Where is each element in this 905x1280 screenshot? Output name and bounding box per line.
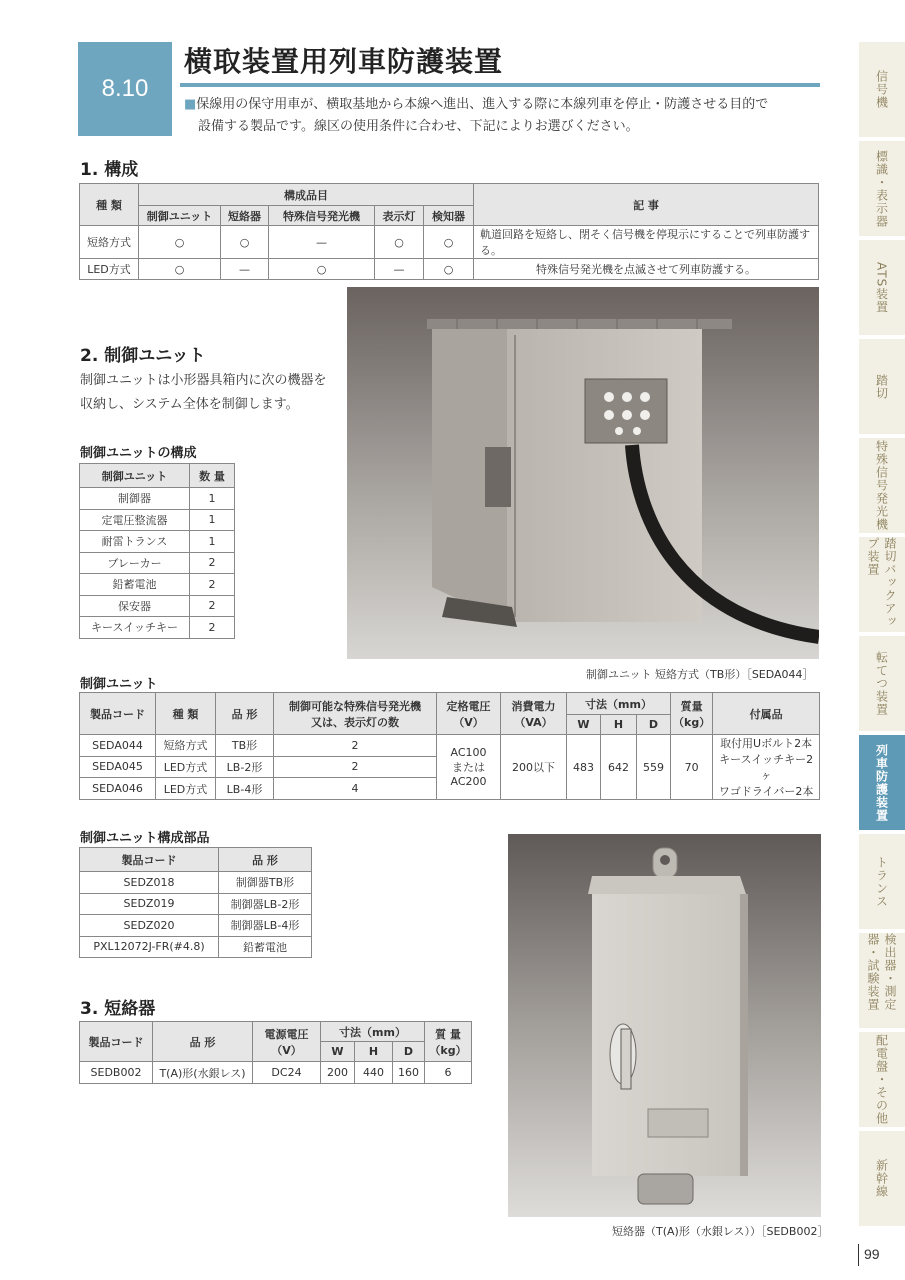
header-line: 定格電圧 (446, 699, 491, 713)
header-code: 製品コード (80, 693, 156, 735)
section-3-heading: 3. 短絡器 (80, 999, 156, 1019)
cell: SEDA044 (80, 735, 156, 757)
header-code: 製品コード (80, 1022, 153, 1062)
header-voltage (437, 693, 501, 735)
bullet-square: ■ (184, 97, 197, 112)
cell: ブレーカー (80, 552, 190, 574)
cell-power: 200以下 (501, 735, 567, 800)
cell: LB-2形 (216, 756, 274, 778)
cell: 定電圧整流器 (80, 509, 190, 531)
header-qty: 数 量 (190, 464, 235, 488)
header-line: 電源電圧 (264, 1027, 309, 1041)
cell-w: 483 (567, 735, 601, 800)
cell: 2 (274, 756, 437, 778)
cell: SEDZ020 (80, 915, 219, 937)
cell: SEDZ019 (80, 893, 219, 915)
cell: 保安器 (80, 595, 190, 617)
cell: ○ (424, 226, 474, 259)
header-line: （VA） (514, 715, 553, 729)
sidebar-item-special-signal[interactable]: 特殊信号発光機 (859, 438, 905, 533)
cell-line: AC200 (450, 775, 487, 788)
cell: 耐雷トランス (80, 531, 190, 553)
cell: TB形 (216, 735, 274, 757)
header-w: W (567, 715, 601, 735)
page-title: 横取装置用列車防護装置 (184, 45, 504, 78)
table-row (80, 915, 312, 937)
parts-table (79, 847, 312, 958)
cell: PXL12072J-FR(#4.8) (80, 936, 219, 958)
cell: 440 (355, 1062, 393, 1084)
cell: 制御器LB-2形 (219, 893, 312, 915)
header-note: 記 事 (474, 184, 819, 226)
sidebar-item-switch[interactable]: 転てつ装置 (859, 636, 905, 731)
cell-voltage (437, 735, 501, 800)
config-title: 制御ユニットの構成 (80, 446, 197, 461)
header-form: 品 形 (219, 848, 312, 872)
control-unit-photo (347, 287, 819, 659)
cell: 特殊信号発光機を点滅させて列車防護する。 (474, 259, 819, 280)
header-w: W (321, 1042, 355, 1062)
header-h: H (601, 715, 637, 735)
header-line: 質 量 (435, 1027, 461, 1041)
table-row (80, 936, 312, 958)
header-code: 製品コード (80, 848, 219, 872)
header-line: 又は、表示灯の数 (311, 715, 399, 729)
sidebar-item-crossing-backup[interactable]: 踏切バックアップ装置 (859, 537, 905, 632)
title-rule (180, 83, 820, 87)
sidebar-item-train-protection[interactable]: 列車防護装置 (859, 735, 905, 830)
table-row (80, 893, 312, 915)
sidebar-item-shinkansen[interactable]: 新幹線 (859, 1131, 905, 1226)
header-col: 表示灯 (375, 206, 424, 226)
para-line: 制御ユニットは小形器具箱内に次の機器を (80, 373, 327, 388)
header-lamps (274, 693, 437, 735)
cell: 軌道回路を短絡し、閉そく信号機を停現示にすることで列車防護する。 (474, 226, 819, 259)
cell: 200 (321, 1062, 355, 1084)
cell-line: または (452, 761, 485, 774)
cell: 短絡方式 (80, 226, 139, 259)
section-2-heading: 2. 制御ユニット (80, 346, 206, 366)
table-row (80, 735, 820, 757)
cell-line: AC100 (450, 746, 487, 759)
header-col: 短絡器 (221, 206, 269, 226)
sidebar-item-ats[interactable]: ATS装置 (859, 240, 905, 335)
intro-line-2: 設備する製品です。線区の使用条件に合わせ、下記によりお選びください。 (198, 119, 639, 134)
section-number-badge: 8.10 (78, 42, 172, 136)
header-kind: 種 類 (80, 184, 139, 226)
cell: DC24 (253, 1062, 321, 1084)
cell: ○ (269, 259, 375, 280)
header-line: 消費電力 (511, 699, 556, 713)
cell: — (269, 226, 375, 259)
header-unit: 制御ユニット (80, 464, 190, 488)
cell: — (375, 259, 424, 280)
cell: ○ (375, 226, 424, 259)
cell: 2 (190, 617, 235, 639)
sidebar-item-detectors[interactable]: 検出器・測定器・試験装置 (859, 933, 905, 1028)
header-form: 品 形 (216, 693, 274, 735)
table-row (80, 259, 819, 280)
cell-line: 取付用Uボルト2本 (720, 737, 813, 750)
header-h: H (355, 1042, 393, 1062)
shorting-device-photo (508, 834, 821, 1217)
cell: ○ (139, 259, 221, 280)
section-1-heading: 1. 構成 (80, 160, 139, 180)
header-accessories: 付属品 (713, 693, 820, 735)
table-row (80, 1062, 472, 1084)
table-row (80, 872, 312, 894)
composition-table (79, 183, 819, 280)
header-mass (671, 693, 713, 735)
section-2-text (80, 369, 326, 417)
header-col: 制御ユニット (139, 206, 221, 226)
header-power (501, 693, 567, 735)
cell: SEDB002 (80, 1062, 153, 1084)
sidebar-nav (859, 42, 905, 1230)
cell: 6 (425, 1062, 472, 1084)
cell: 2 (190, 595, 235, 617)
sidebar-item-crossing[interactable]: 踏切 (859, 339, 905, 434)
header-mass (425, 1022, 472, 1062)
cell: — (221, 259, 269, 280)
cell: LED方式 (156, 778, 216, 800)
shorting-device-caption: 短絡器（T(A)形（水銀レス））［SEDB002］ (612, 1225, 829, 1238)
table-row (80, 509, 235, 531)
cell: 2 (190, 574, 235, 596)
cell: 2 (190, 552, 235, 574)
cell: 制御器LB-4形 (219, 915, 312, 937)
table-row (80, 574, 235, 596)
table-row (80, 488, 235, 510)
cell: LED方式 (80, 259, 139, 280)
cell: 4 (274, 778, 437, 800)
page-number-rule (858, 1244, 859, 1266)
config-table (79, 463, 235, 639)
header-parts: 構成品目 (139, 184, 474, 206)
cell: 1 (190, 488, 235, 510)
cell: 160 (393, 1062, 425, 1084)
cell: ○ (221, 226, 269, 259)
sidebar-item-signs[interactable]: 標識・表示器 (859, 141, 905, 236)
header-col: 特殊信号発光機 (269, 206, 375, 226)
parts-table-title: 制御ユニット構成部品 (80, 831, 210, 846)
unit-table-title: 制御ユニット (80, 677, 158, 692)
sidebar-item-signals[interactable]: 信号機 (859, 42, 905, 137)
cell: LB-4形 (216, 778, 274, 800)
header-line: 質量 (680, 699, 703, 713)
header-line: 制御可能な特殊信号発光機 (289, 699, 421, 713)
unit-table (79, 692, 820, 800)
cell: SEDZ018 (80, 872, 219, 894)
cell: 制御器 (80, 488, 190, 510)
cell-h: 642 (601, 735, 637, 800)
cell-line: ワゴドライバー2本 (718, 785, 814, 798)
header-d: D (393, 1042, 425, 1062)
intro-text (184, 94, 814, 138)
para-line: 収納し、システム全体を制御します。 (80, 397, 299, 412)
header-line: （kg） (429, 1043, 467, 1057)
cell-line: キースイッチキー2ヶ (719, 753, 814, 782)
cell: LED方式 (156, 756, 216, 778)
header-voltage (253, 1022, 321, 1062)
cell: ○ (424, 259, 474, 280)
header-line: （V） (453, 715, 484, 729)
cell-mass: 70 (671, 735, 713, 800)
header-dimensions: 寸法（mm） (567, 693, 671, 715)
cell: 鉛蓄電池 (219, 936, 312, 958)
cell: 短絡方式 (156, 735, 216, 757)
table-row (80, 595, 235, 617)
header-dimensions: 寸法（mm） (321, 1022, 425, 1042)
table-row (80, 531, 235, 553)
header-line: （kg） (673, 715, 711, 729)
intro-line-1: 保線用の保守用車が、横取基地から本線へ進出、進入する際に本線列車を停止・防護させる目的で (196, 97, 769, 112)
cell-accessories (713, 735, 820, 800)
cell: SEDA045 (80, 756, 156, 778)
header-col: 検知器 (424, 206, 474, 226)
cell: 2 (274, 735, 437, 757)
header-form: 品 形 (153, 1022, 253, 1062)
sidebar-item-transformer[interactable]: トランス (859, 834, 905, 929)
header-kind: 種 類 (156, 693, 216, 735)
shorting-device-table (79, 1021, 472, 1084)
cell: 鉛蓄電池 (80, 574, 190, 596)
cell: 制御器TB形 (219, 872, 312, 894)
cell-d: 559 (637, 735, 671, 800)
table-row (80, 226, 819, 259)
table-row (80, 552, 235, 574)
cell: ○ (139, 226, 221, 259)
cell: キースイッチキー (80, 617, 190, 639)
header-line: （V） (271, 1043, 302, 1057)
cell: 1 (190, 509, 235, 531)
sidebar-item-switchboard[interactable]: 配電盤・その他 (859, 1032, 905, 1127)
table-row (80, 617, 235, 639)
header-d: D (637, 715, 671, 735)
page-number: 99 (864, 1246, 880, 1262)
cell: 1 (190, 531, 235, 553)
control-unit-caption: 制御ユニット 短絡方式（TB形）［SEDA044］ (586, 668, 814, 681)
cell: T(A)形(水銀レス) (153, 1062, 253, 1084)
cell: SEDA046 (80, 778, 156, 800)
